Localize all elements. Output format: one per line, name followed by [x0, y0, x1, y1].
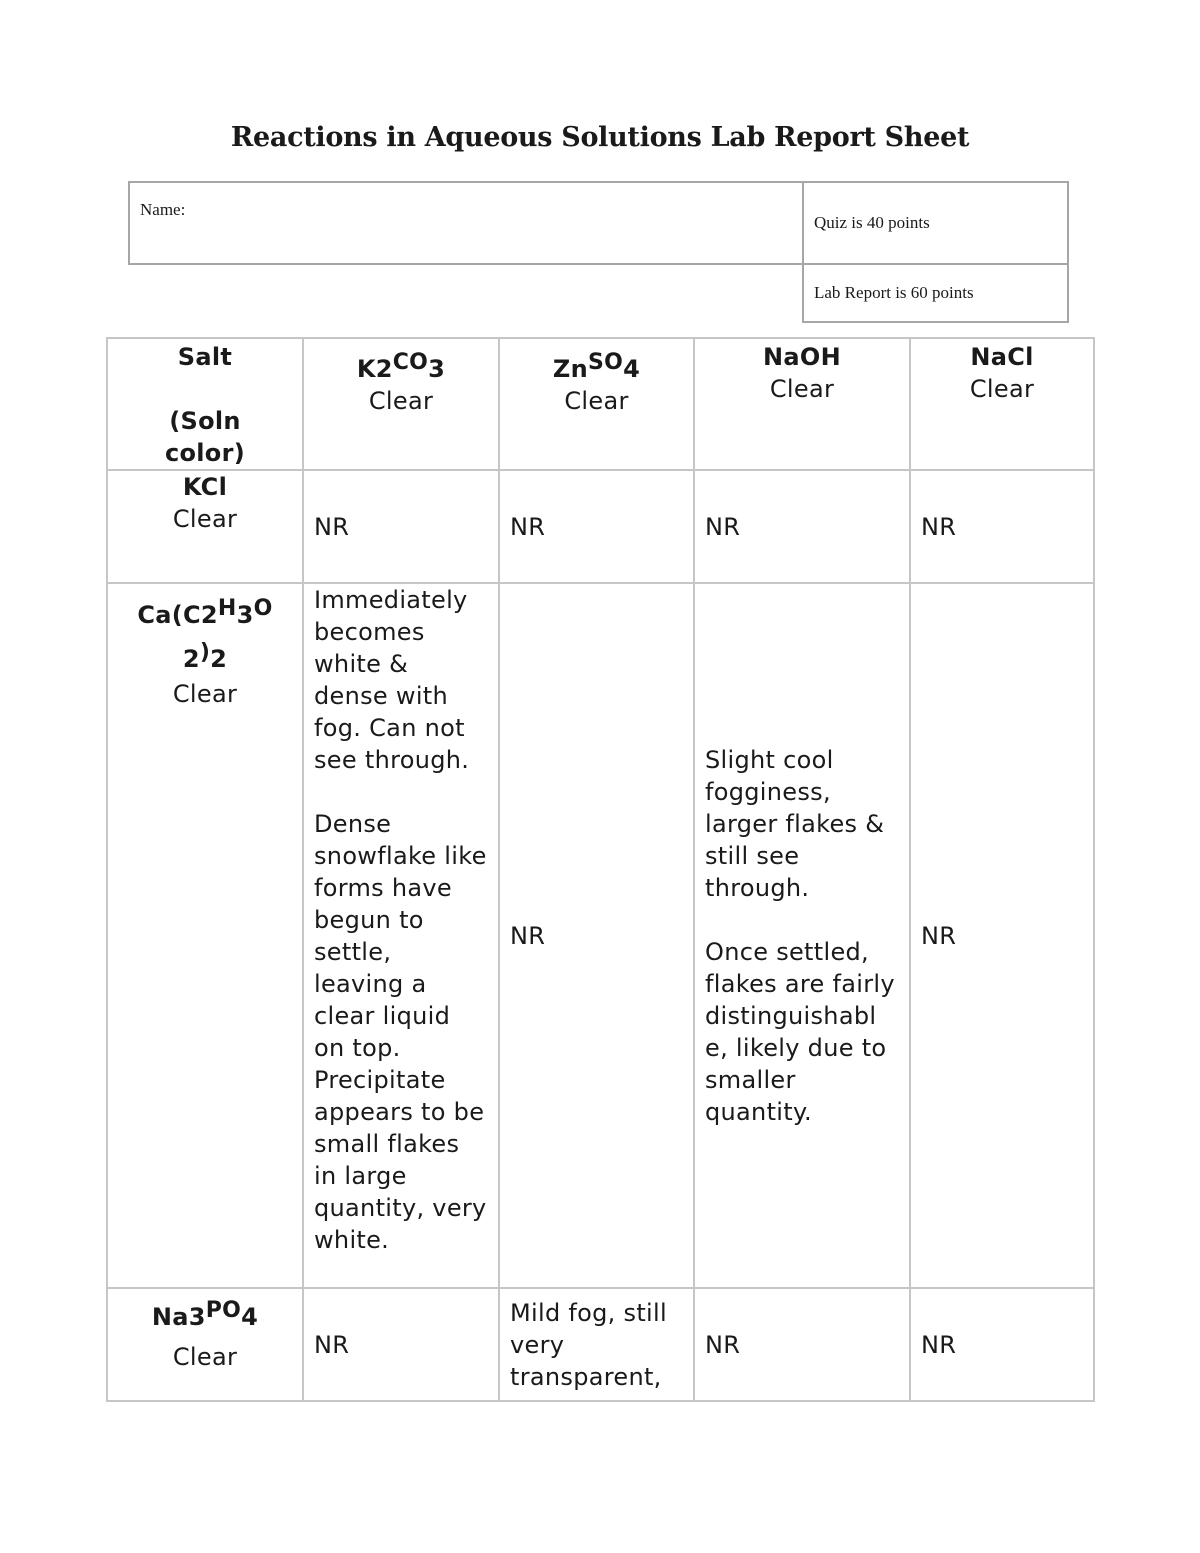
- corner-header: [107, 338, 303, 470]
- result-cell: NR: [694, 1288, 910, 1401]
- result-cell: NR: [910, 1288, 1094, 1401]
- formula: ZnSO4: [552, 350, 641, 383]
- column-header-naoh: [694, 338, 910, 470]
- row-header-kcl: [107, 470, 303, 583]
- quiz-points: Quiz is 40 points: [803, 182, 1068, 264]
- result-cell: Immediately becomes white & dense with fog. Can not see through. Dense snowflake like forms have begun to settle, leaving a clear liquid on top. Precipitate appears to be small flakes in large quantity, very white.: [303, 583, 499, 1288]
- result-cell: Slight cool fogginess, larger flakes & still see through. Once settled, flakes are fairly distinguishabl e, likely due to smaller quantity.: [694, 583, 910, 1288]
- row-header-calcium-acetate: [107, 583, 303, 1288]
- soln-color: Clear: [172, 505, 238, 533]
- formula: K2CO3: [356, 350, 446, 383]
- table-row: [107, 1288, 1094, 1401]
- formula: KCl: [182, 473, 228, 501]
- salt-label: Salt: [177, 343, 233, 371]
- formula: NaCl: [970, 343, 1034, 371]
- name-field[interactable]: [129, 182, 803, 264]
- color-label: color): [164, 439, 246, 467]
- results-table: [106, 337, 1095, 1402]
- header-row: [107, 338, 1094, 470]
- soln-label: (Soln: [169, 407, 241, 435]
- formula: Na3PO4: [151, 1298, 259, 1331]
- result-cell: NR: [499, 470, 694, 583]
- result-cell: NR: [910, 583, 1094, 1288]
- row-header-na3po4: [107, 1288, 303, 1401]
- formula: NaOH: [763, 343, 841, 371]
- column-header-nacl: [910, 338, 1094, 470]
- result-cell: NR: [910, 470, 1094, 583]
- soln-color: Clear: [769, 375, 835, 403]
- formula: Ca(C2H3O 2)2: [137, 596, 273, 673]
- result-cell: NR: [303, 1288, 499, 1401]
- table-row: [107, 470, 1094, 583]
- soln-color: Clear: [172, 1343, 238, 1371]
- column-header-k2co3: [303, 338, 499, 470]
- result-cell: NR: [694, 470, 910, 583]
- info-table: [128, 181, 1069, 323]
- name-label: Name:: [140, 200, 186, 219]
- soln-color: Clear: [564, 387, 629, 415]
- result-cell: Mild fog, still very transparent,: [499, 1288, 694, 1401]
- page-title: Reactions in Aqueous Solutions Lab Report Sheet: [230, 122, 970, 153]
- column-header-znso4: [499, 338, 694, 470]
- result-cell: NR: [499, 583, 694, 1288]
- soln-color: Clear: [368, 387, 434, 415]
- table-row: [107, 583, 1094, 1288]
- lab-report-points: Lab Report is 60 points: [803, 264, 1068, 322]
- soln-color: Clear: [172, 680, 238, 708]
- result-cell: NR: [303, 470, 499, 583]
- soln-color: Clear: [969, 375, 1035, 403]
